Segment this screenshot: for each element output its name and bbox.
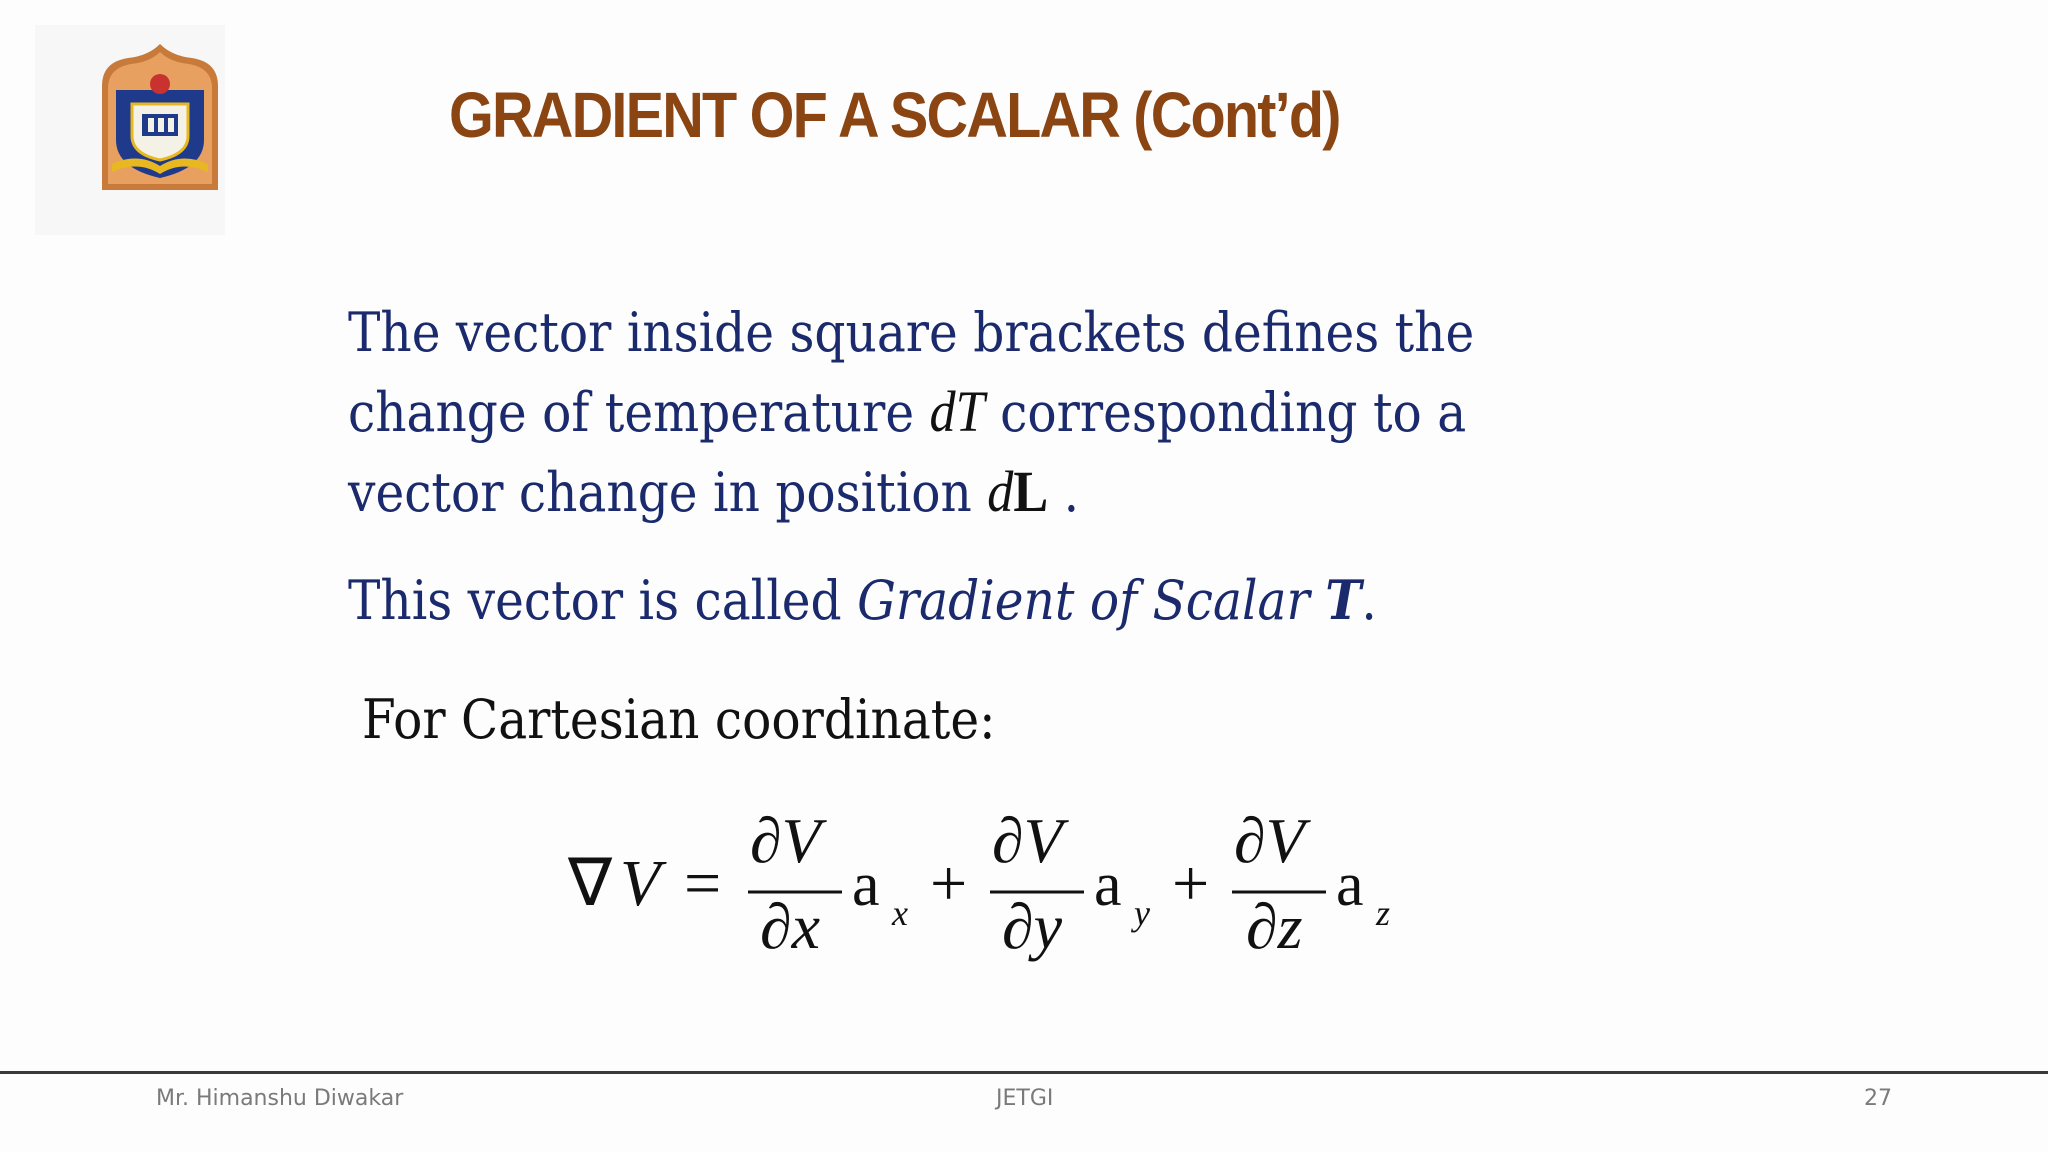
numerator-y: ∂V bbox=[992, 805, 1063, 876]
line-2-text: change of temperature bbox=[348, 381, 930, 444]
plus-sign-2: + bbox=[1172, 847, 1210, 920]
numerator-x: ∂V bbox=[750, 805, 821, 876]
gradient-term: Gradient of Scalar bbox=[857, 569, 1326, 632]
gradient-definition bbox=[348, 566, 1377, 635]
unit-vector-x: a bbox=[852, 851, 880, 919]
subscript-y: y bbox=[1134, 893, 1150, 933]
cartesian-label: For Cartesian coordinate: bbox=[362, 688, 996, 751]
footer-divider bbox=[0, 1071, 2048, 1074]
institution-crest-icon bbox=[98, 44, 222, 194]
subscript-x: x bbox=[892, 893, 908, 933]
footer-institution: JETGI bbox=[996, 1086, 1054, 1111]
gradient-equation bbox=[560, 800, 1420, 980]
unit-vector-y: a bbox=[1094, 851, 1122, 919]
slide-title: GRADIENT OF A SCALAR (Cont’d) bbox=[449, 79, 1340, 151]
equals-sign: = bbox=[684, 847, 722, 920]
line-3-text: vector change in position bbox=[348, 461, 988, 524]
numerator-z: ∂V bbox=[1234, 805, 1305, 876]
footer-author: Mr. Himanshu Diwakar bbox=[156, 1086, 404, 1111]
subscript-z: z bbox=[1376, 893, 1391, 933]
nabla-symbol: ∇ bbox=[568, 847, 613, 920]
gradient-intro: This vector is called bbox=[348, 569, 858, 632]
unit-vector-z: a bbox=[1336, 851, 1364, 919]
gradient-period: . bbox=[1361, 569, 1377, 632]
position-change-L: L bbox=[1013, 459, 1049, 524]
temperature-change-symbol: dT bbox=[929, 379, 985, 444]
line-2-text-end: corresponding to a bbox=[984, 381, 1467, 444]
gradient-symbol: T bbox=[1325, 568, 1362, 632]
denominator-y: ∂y bbox=[1002, 891, 1063, 962]
denominator-z: ∂z bbox=[1246, 891, 1303, 962]
position-change-d: d bbox=[987, 459, 1014, 524]
lhs-variable: V bbox=[620, 847, 661, 920]
line-1: The vector inside square brackets defines the bbox=[348, 301, 1475, 364]
page-number: 27 bbox=[1864, 1086, 1892, 1111]
denominator-x: ∂x bbox=[760, 891, 821, 962]
definition-paragraph bbox=[348, 293, 1474, 532]
plus-sign-1: + bbox=[930, 847, 968, 920]
line-3-text-end: . bbox=[1048, 461, 1080, 524]
